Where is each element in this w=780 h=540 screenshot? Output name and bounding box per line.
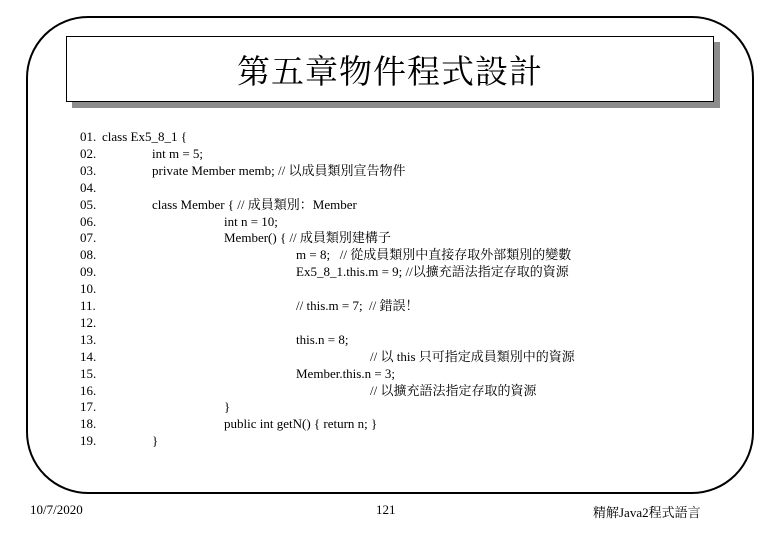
code-line [80, 398, 720, 415]
code-text: // 以 this 只可指定成員類別中的資源 [370, 348, 575, 364]
code-line [80, 229, 720, 246]
code-line [80, 128, 720, 145]
line-number: 01. [80, 129, 97, 144]
line-number: 15. [80, 365, 97, 381]
line-number: 02. [80, 145, 97, 161]
code-line [80, 365, 720, 382]
code-text: m = 8; // 從成員類別中直接存取外部類別的變數 [296, 247, 572, 263]
line-number: 11. [80, 298, 96, 313]
code-text: } [224, 399, 231, 415]
line-number: 05. [80, 196, 97, 212]
line-number: 08. [80, 247, 97, 263]
code-line [80, 382, 720, 399]
line-number: 17. [80, 399, 97, 415]
code-line [80, 246, 720, 263]
line-number: 10. [80, 281, 97, 297]
code-line [80, 348, 720, 365]
line-number: 16. [80, 382, 97, 398]
line-number: 19. [80, 433, 97, 449]
line-number: 12. [80, 314, 97, 330]
code-text: Member() { // 成員類別建構子 [224, 230, 391, 246]
code-line [80, 331, 720, 348]
code-text: class Member { // 成員類別：Member [152, 196, 357, 212]
code-line [80, 196, 720, 213]
line-number: 18. [80, 416, 97, 432]
code-text: int n = 10; [224, 213, 278, 229]
code-text: int m = 5; [152, 145, 204, 161]
footer-page-number: 121 [376, 502, 396, 517]
footer-date: 10/7/2020 [30, 502, 83, 517]
line-number: 07. [80, 230, 97, 246]
footer-book-title: 精解Java2程式語言 [593, 505, 701, 520]
code-line [80, 162, 720, 179]
title-box [66, 36, 714, 102]
code-text: Member.this.n = 3; [296, 365, 396, 381]
line-number: 09. [80, 264, 97, 280]
code-text: // this.m = 7; // 錯誤！ [296, 298, 419, 313]
code-text: } [152, 433, 159, 449]
code-text: this.n = 8; [296, 331, 349, 347]
code-text: class Ex5_8_1 { [102, 129, 187, 144]
code-text: // 以擴充語法指定存取的資源 [370, 382, 537, 398]
line-number: 06. [80, 213, 97, 229]
code-line [80, 213, 720, 230]
line-number: 03. [80, 162, 97, 178]
code-text: public int getN() { return n; } [224, 416, 378, 432]
code-text: Ex5_8_1.this.m = 9; //以擴充語法指定存取的資源 [296, 264, 569, 280]
code-line [80, 297, 720, 314]
code-line [80, 179, 720, 196]
line-number: 04. [80, 179, 97, 195]
code-line [80, 415, 720, 432]
code-line [80, 432, 720, 449]
code-line [80, 314, 720, 331]
line-number: 14. [80, 348, 97, 364]
code-text: private Member memb; // 以成員類別宣告物件 [152, 162, 406, 178]
code-line [80, 280, 720, 297]
slide-title: 第五章物件程式設計 [237, 51, 543, 91]
code-line [80, 263, 720, 280]
code-line [80, 145, 720, 162]
line-number: 13. [80, 331, 97, 347]
